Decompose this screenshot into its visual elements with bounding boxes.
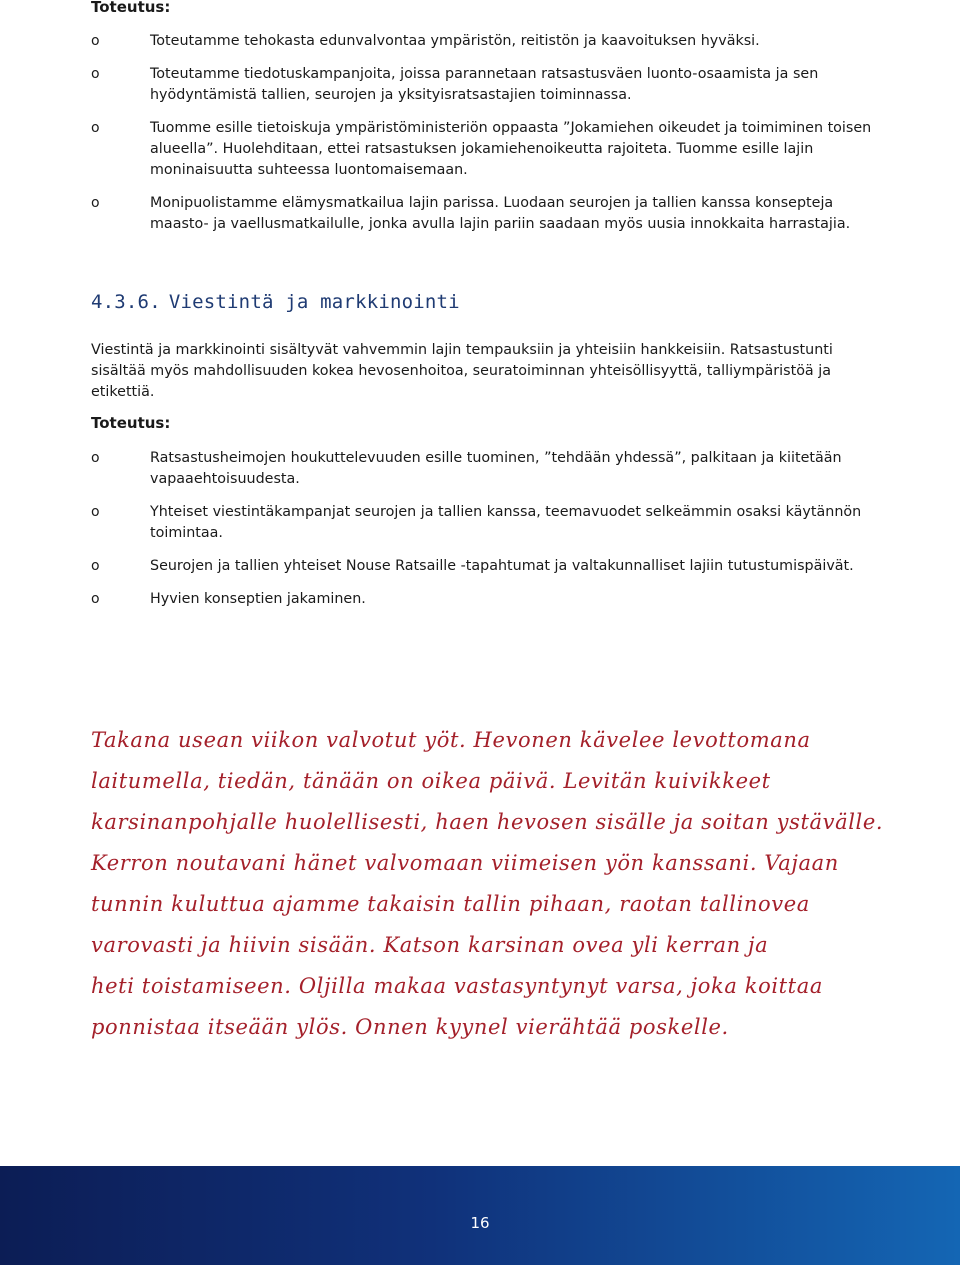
story-line: ponnistaa itseään ylös. Onnen kyynel vierähtää poskelle. [91, 1015, 729, 1039]
intro-paragraph: Viestintä ja markkinointi sisältyvät vahvemmin lajin tempauksiin ja yhteisiin hankkeisiin. Ratsastustunti sisältää myös mahdollisuuden kokea hevosenhoitoa, seuratoiminnan yhteisöllisyyttä, talliympäristöä ja etikettiä. [91, 342, 833, 400]
story-line: tunnin kuluttua ajamme takaisin tallin pihaan, raotan tallinovea [91, 892, 810, 916]
story-line: Kerron noutavani hänet valvomaan viimeisen yön kanssani. Vajaan [91, 851, 839, 875]
toteutus-label-2: Toteutus: [91, 414, 171, 432]
bullet-icon: o [91, 450, 100, 466]
toteutus-label-1: Toteutus: [91, 0, 171, 16]
toteutus-list-1 [91, 31, 891, 235]
list-item-text: Hyvien konseptien jakaminen. [150, 591, 366, 607]
list-item [91, 589, 891, 610]
page-number: 16 [470, 1214, 490, 1232]
list-item [91, 64, 891, 106]
bullet-icon: o [91, 33, 100, 49]
story-line: karsinanpohjalle huolellisesti, haen hevosen sisälle ja soitan ystävälle. [91, 810, 884, 834]
list-item [91, 448, 891, 490]
bullet-icon: o [91, 66, 100, 82]
bullet-icon: o [91, 195, 100, 211]
list-item [91, 502, 891, 544]
story-line: Takana usean viikon valvotut yöt. Hevonen kävelee levottomana [91, 728, 811, 752]
story-line: laitumella, tiedän, tänään on oikea päivä. Levitän kuivikkeet [91, 769, 771, 793]
bullet-icon: o [91, 591, 100, 607]
list-item-text: Seurojen ja tallien yhteiset Nouse Ratsaille -tapahtumat ja valtakunnalliset lajiin tutustumispäivät. [150, 558, 854, 574]
list-item-text: Ratsastusheimojen houkuttelevuuden esille tuominen, ”tehdään yhdessä”, palkitaan ja kiitetään vapaaehtoisuudesta. [150, 450, 842, 487]
list-item-text: Monipuolistamme elämysmatkailua lajin parissa. Luodaan seurojen ja tallien kanssa konsepteja maasto- ja vaellusmatkailulle, jonka avulla lajin pariin saadaan myös uusia innokkaita harrastajia. [150, 195, 851, 232]
list-item-text: Yhteiset viestintäkampanjat seurojen ja tallien kanssa, teemavuodet selkeämmin osaksi käytännön toimintaa. [150, 504, 862, 541]
list-item-text: Toteutamme tiedotuskampanjoita, joissa parannetaan ratsastusväen luonto-osaamista ja sen hyödyntämistä tallien, seurojen ja yksityisratsastajien toiminnassa. [150, 66, 819, 103]
list-item-text: Tuomme esille tietoiskuja ympäristöministeriön oppaasta ”Jokamiehen oikeudet ja toimiminen toisen alueella”. Huolehditaan, ettei ratsastuksen jokamiehenoikeutta rajoiteta. Tuomme esille lajin moninaisuutta suhteessa luontomaisemaan. [150, 120, 872, 178]
bullet-icon: o [91, 504, 100, 520]
list-item-text: Toteutamme tehokasta edunvalvontaa ympäristön, reitistön ja kaavoituksen hyväksi. [150, 33, 760, 49]
bullet-icon: o [91, 120, 100, 136]
story-line: varovasti ja hiivin sisään. Katson karsinan ovea yli kerran ja [91, 933, 769, 957]
list-item [91, 31, 891, 52]
section-title: Viestintä ja markkinointi [168, 291, 460, 313]
list-item [91, 193, 891, 235]
list-item [91, 118, 891, 181]
section-heading [91, 291, 460, 313]
section-number: 4.3.6. [91, 291, 161, 313]
list-item [91, 556, 891, 577]
story-line: heti toistamiseen. Oljilla makaa vastasyntynyt varsa, joka koittaa [91, 974, 823, 998]
bullet-icon: o [91, 558, 100, 574]
toteutus-list-2 [91, 448, 891, 610]
story-text [91, 720, 891, 1048]
